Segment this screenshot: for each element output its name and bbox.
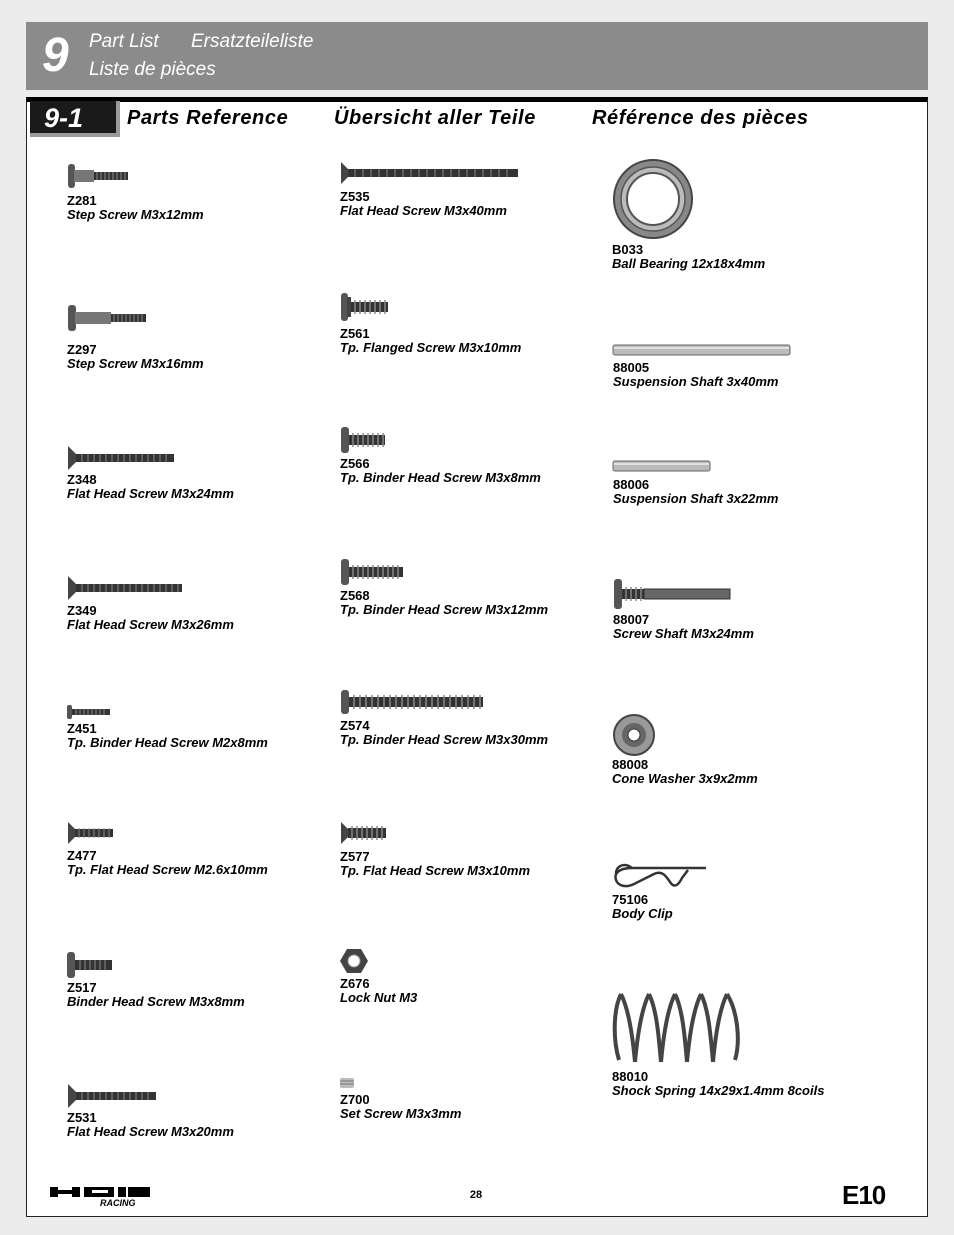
part-entry [340,719,548,747]
part-description: Flat Head Screw M3x26mm [67,617,234,632]
part-entry [67,722,268,750]
body-clip-icon [612,856,710,892]
part-entry [340,977,417,1005]
part-code: Z517 [67,980,97,995]
shaft-icon [612,343,792,357]
part-code: Z574 [340,718,370,733]
binder-head-screw-icon [66,950,114,980]
part-description: Set Screw M3x3mm [340,1106,462,1121]
chapter-title-en: Part List [89,31,159,52]
page-number: 28 [469,1189,483,1201]
part-code: Z566 [340,456,370,471]
part-entry [67,473,234,501]
part-description: Ball Bearing 12x18x4mm [612,256,766,271]
part-code: Z281 [67,193,97,208]
part-entry [612,1070,824,1098]
part-code: Z531 [67,1110,97,1125]
flat-head-screw-icon [66,820,116,846]
part-entry [67,1111,234,1139]
flat-head-screw-icon [66,1082,158,1110]
part-entry [612,243,765,271]
part-code: Z348 [67,472,97,487]
section-title-de: Übersicht aller Teile [334,107,536,129]
part-entry [340,850,530,878]
part-code: Z700 [340,1092,370,1107]
part-code: 88006 [613,477,650,492]
part-code: 88005 [613,360,650,375]
part-description: Tp. Binder Head Screw M2x8mm [67,735,268,750]
part-code: 75106 [612,892,649,907]
part-code: 88008 [612,757,649,772]
section-title-en: Parts Reference [127,107,289,129]
part-description: Suspension Shaft 3x40mm [613,374,779,389]
part-description: Binder Head Screw M3x8mm [67,994,245,1009]
part-code: 88010 [612,1069,649,1084]
hpi-racing-logo [48,1185,154,1207]
part-entry [67,849,268,877]
part-entry [340,457,541,485]
part-description: Step Screw M3x12mm [67,207,204,222]
part-description: Flat Head Screw M3x20mm [67,1124,234,1139]
flat-head-screw-icon [339,820,389,846]
chapter-title-de: Ersatzteileliste [191,31,314,52]
part-entry [67,343,204,371]
part-entry [612,758,758,786]
part-code: Z676 [340,976,370,991]
part-description: Tp. Binder Head Screw M3x30mm [340,732,549,747]
part-description: Tp. Flat Head Screw M3x10mm [340,863,531,878]
section-title-fr: Référence des pièces [592,107,809,129]
binder-head-screw-icon [339,425,387,455]
part-entry [340,1093,461,1121]
part-code: Z561 [340,326,370,341]
flat-head-screw-icon [339,161,521,187]
part-entry [340,589,548,617]
part-description: Tp. Flanged Screw M3x10mm [340,340,522,355]
flanged-screw-icon [339,291,391,323]
flat-head-screw-icon [66,444,176,472]
part-description: Suspension Shaft 3x22mm [613,491,779,506]
part-code: B033 [612,242,644,257]
part-code: Z568 [340,588,370,603]
svg-text:RACING: RACING [100,1198,136,1207]
part-code: Z535 [340,189,370,204]
part-entry [613,478,778,506]
part-description: Cone Washer 3x9x2mm [612,771,758,786]
part-code: Z297 [67,342,97,357]
part-entry [340,190,507,218]
part-code: Z349 [67,603,97,618]
part-description: Body Clip [612,906,673,921]
part-description: Shock Spring 14x29x1.4mm 8coils [612,1083,825,1098]
part-entry [67,604,234,632]
binder-head-screw-icon [66,703,112,721]
set-screw-icon [339,1076,355,1090]
shaft-icon [612,459,712,473]
binder-head-screw-icon [339,688,485,716]
part-entry [613,613,754,641]
part-description: Tp. Binder Head Screw M3x12mm [340,602,549,617]
part-entry [612,893,673,921]
cone-washer-icon [612,713,656,757]
step-screw-icon [66,303,148,333]
binder-head-screw-icon [339,557,405,587]
part-description: Step Screw M3x16mm [67,356,204,371]
section-number: 9-1 [44,103,84,133]
e10-logo: E10 [842,1180,886,1210]
chapter-title-fr: Liste de pièces [89,59,216,80]
step-screw-icon [66,162,130,190]
part-code: 88007 [613,612,650,627]
part-code: Z477 [67,848,97,863]
shock-spring-icon [611,990,747,1066]
part-description: Tp. Flat Head Screw M2.6x10mm [67,862,268,877]
part-entry [67,194,204,222]
part-description: Tp. Binder Head Screw M3x8mm [340,470,541,485]
screw-shaft-icon [612,577,732,611]
ball-bearing-icon [611,157,695,241]
lock-nut-icon [339,947,369,975]
part-entry [340,327,521,355]
part-entry [613,361,778,389]
flat-head-screw-icon [66,574,184,602]
part-description: Flat Head Screw M3x40mm [340,203,507,218]
parts-panel [26,97,928,1217]
part-code: Z451 [67,721,97,736]
part-entry [67,981,245,1009]
part-description: Screw Shaft M3x24mm [613,626,754,641]
part-code: Z577 [340,849,370,864]
part-description: Lock Nut M3 [340,990,418,1005]
chapter-number: 9 [42,29,69,82]
part-description: Flat Head Screw M3x24mm [67,486,234,501]
